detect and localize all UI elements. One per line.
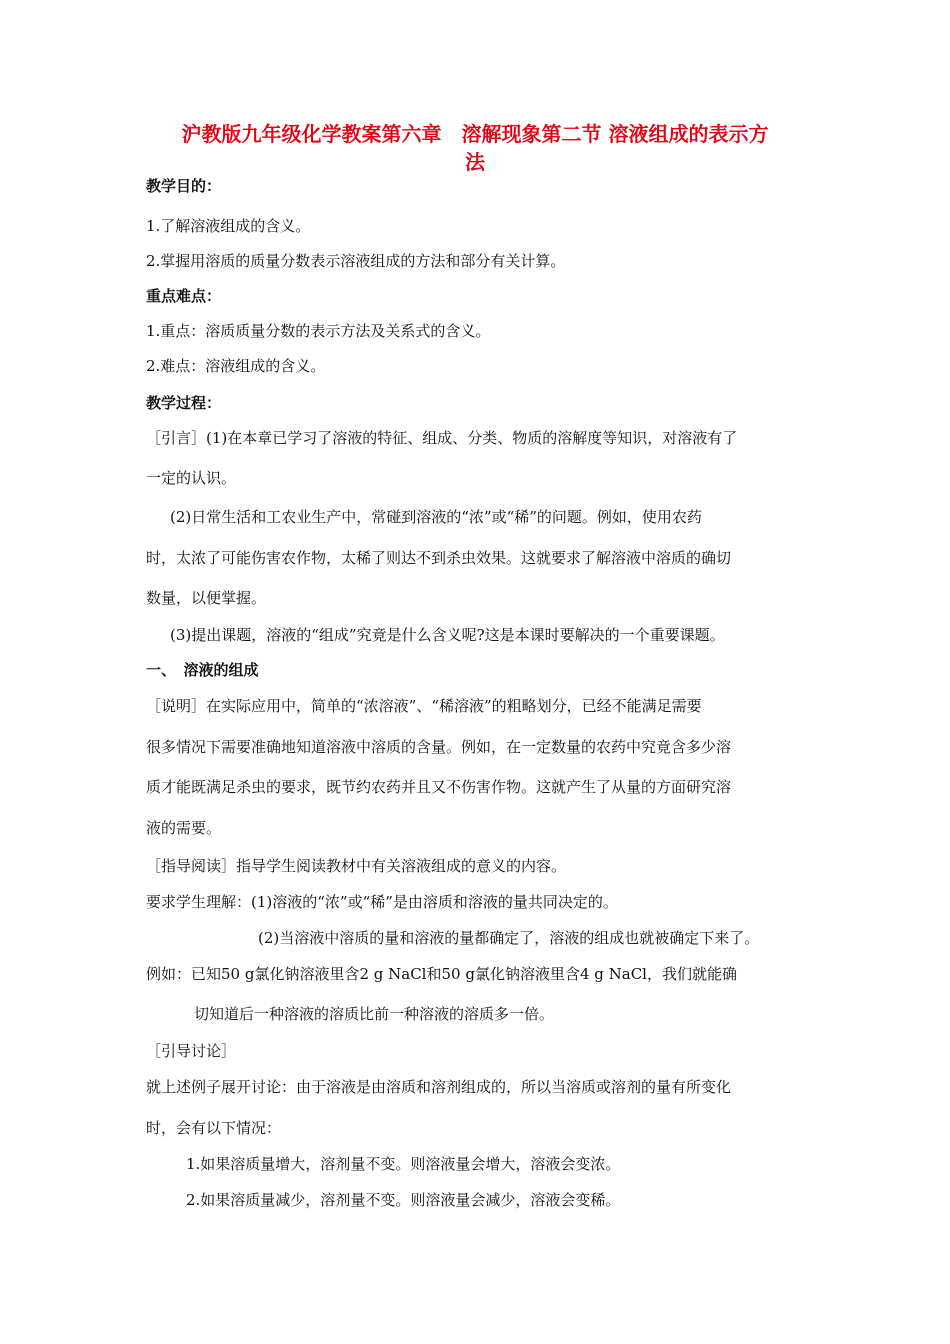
understanding-point-2: (2)当溶液中溶质的量和溶液的量都确定了，溶液的组成也就被确定下来了。 (258, 929, 760, 947)
example-line-1: 例如：已知50 g氯化钠溶液里含2 g NaCl和50 g氯化钠溶液里含4 g NaCl，我们就能确 (146, 965, 737, 983)
document-title-line-2: 法 (465, 150, 485, 174)
section-1-heading: 一、 溶液的组成 (146, 661, 259, 679)
discussion-line-2: 时，会有以下情况： (146, 1119, 282, 1137)
guided-reading: ［指导阅读］指导学生阅读教材中有关溶液组成的意义的内容。 (146, 857, 567, 875)
understanding-point-1: 要求学生理解：(1)溶液的“浓”或“稀”是由溶质和溶液的量共同决定的。 (146, 893, 618, 911)
intro-paragraph-1-line-2: 一定的认识。 (146, 469, 237, 487)
explanation-line-2: 很多情况下需要准确地知道溶液中溶质的含量。例如，在一定数量的农药中究竟含多少溶 (146, 738, 732, 756)
explanation-line-3: 质才能既满足杀虫的要求，既节约农药并且又不伤害作物。这就产生了从量的方面研究溶 (146, 778, 732, 796)
case-2: 2.如果溶质量减少，溶剂量不变。则溶液量会减少，溶液会变稀。 (186, 1191, 621, 1209)
discussion-heading: ［引导讨论］ (146, 1042, 237, 1060)
intro-paragraph-1-line-1: ［引言］(1)在本章已学习了溶液的特征、组成、分类、物质的溶解度等知识，对溶液有了 (146, 429, 738, 447)
intro-paragraph-2-line-2: 时，太浓了可能伤害农作物，太稀了则达不到杀虫效果。这就要求了解溶液中溶质的确切 (146, 549, 732, 567)
intro-paragraph-2-line-3: 数量，以便掌握。 (146, 589, 267, 607)
intro-paragraph-2-line-1: (2)日常生活和工农业生产中，常碰到溶液的“浓”或“稀”的问题。例如，使用农药 (170, 508, 702, 526)
discussion-line-1: 就上述例子展开讨论：由于溶液是由溶质和溶剂组成的，所以当溶质或溶剂的量有所变化 (146, 1078, 732, 1096)
objectives-heading: 教学目的： (146, 177, 222, 195)
explanation-line-1: ［说明］在实际应用中，简单的“浓溶液”、“稀溶液”的粗略划分，已经不能满足需要 (146, 697, 702, 715)
objective-1: 1.了解溶液组成的含义。 (146, 217, 311, 235)
example-line-2: 切知道后一种溶液的溶质比前一种溶液的溶质多一倍。 (194, 1005, 555, 1023)
explanation-line-4: 液的需要。 (146, 819, 222, 837)
objective-2: 2.掌握用溶质的质量分数表示溶液组成的方法和部分有关计算。 (146, 252, 566, 270)
intro-paragraph-3: (3)提出课题，溶液的“组成”究竟是什么含义呢?这是本课时要解决的一个重要课题。 (170, 626, 725, 644)
process-heading: 教学过程： (146, 394, 222, 412)
keypoint-1: 1.重点：溶质质量分数的表示方法及关系式的含义。 (146, 322, 491, 340)
keypoints-heading: 重点难点： (146, 287, 222, 305)
keypoint-2: 2.难点：溶液组成的含义。 (146, 357, 326, 375)
case-1: 1.如果溶质量增大，溶剂量不变。则溶液量会增大，溶液会变浓。 (186, 1155, 621, 1173)
document-title-line-1: 沪教版九年级化学教案第六章 溶解现象第二节 溶液组成的表示方 (181, 122, 769, 146)
